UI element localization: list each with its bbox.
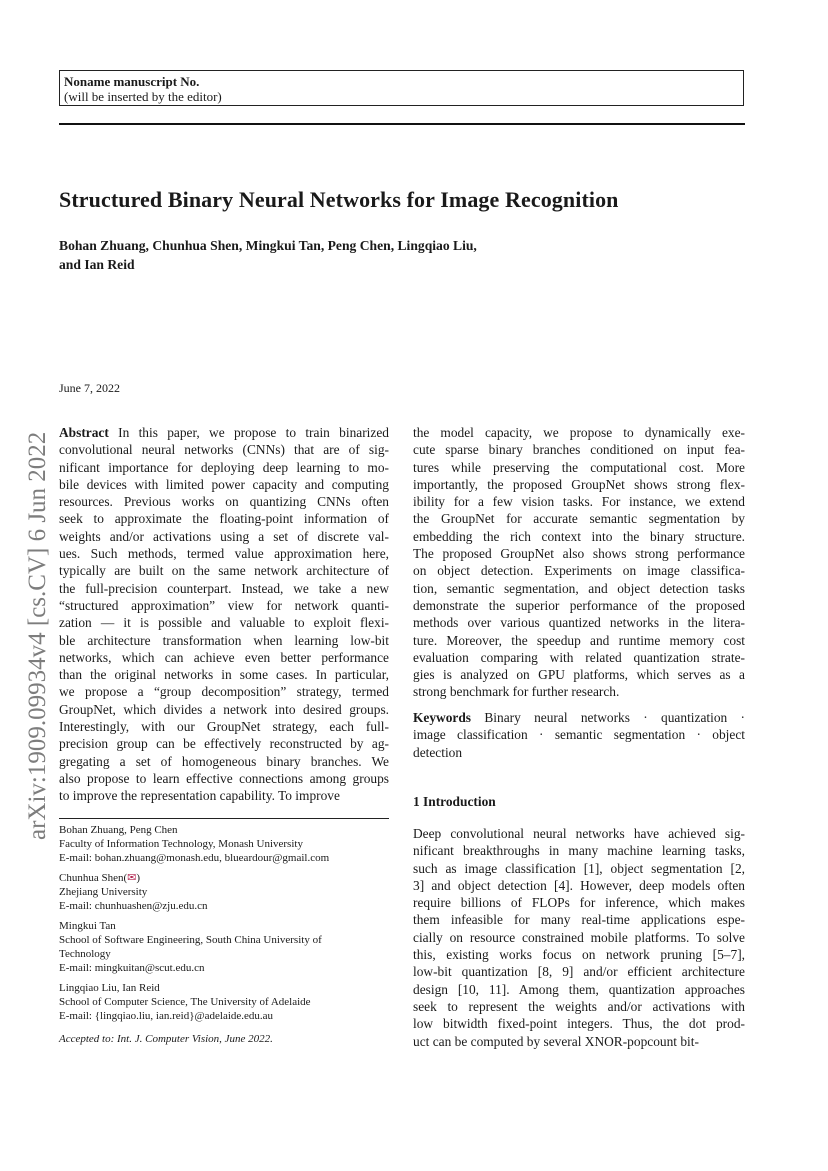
abstract-right-line: ibility for a few vision tasks. For instance, we extend [413, 494, 745, 510]
section-heading-introduction: 1 Introduction [413, 794, 496, 809]
abstract-right-line: on object detection. Experiments on image classifica- [413, 563, 745, 579]
abstract-right-line: tures while preserving the computational cost. More [413, 459, 745, 475]
footnote-rule [59, 818, 389, 819]
abstract-right-line: strong benchmark for further research. [413, 684, 620, 700]
paper-title: Structured Binary Neural Networks for Image Recognition [59, 187, 619, 212]
abstract-left-line: Abstract In this paper, we propose to train binarized [59, 425, 389, 440]
keywords-line-2: image classification · semantic segmentation · object [413, 727, 745, 743]
abstract-left-line: gregating a set of homogeneous binary branches. We [59, 753, 389, 769]
keywords [413, 709, 745, 761]
header-rule [59, 123, 745, 125]
affiliation-group-4: Lingqiao Liu, Ian Reid School of Computer Science, The University of Adelaide E-mail: {lingqiao.liu, ian.reid}@adelaide.edu.au [59, 982, 311, 1022]
abstract-left-line: seek to approximate the floating-point information of [59, 511, 389, 527]
abstract-left-line: GroupNet, which divides a network into desired groups. [59, 701, 389, 717]
abstract-right-line: importantly, the proposed GroupNet shows strong flex- [413, 476, 745, 492]
abstract-right-line: tion, semantic segmentation, and object detection tasks [413, 580, 745, 596]
abstract-left-line: resources. Previous works on quantizing CNNs often [59, 494, 389, 510]
author-line-2: and Ian Reid [59, 257, 135, 272]
abstract-left-line: also propose to learn effective connections among groups [59, 770, 389, 786]
abstract-right-line: gies is analyzed on GPU platforms, which serves as a [413, 667, 745, 683]
abstract-left-line: Interestingly, with our GroupNet strategy, each full- [59, 719, 389, 735]
abstract-left-line: nificant importance for deploying deep learning to mo- [59, 459, 389, 475]
introduction-line: low-bit quantization [8, 9] and/or efficient architecture [413, 964, 745, 980]
keywords-line-3: detection [413, 744, 463, 760]
introduction-line: uct can be computed by several XNOR-popcount bit- [413, 1033, 699, 1049]
abstract-left-line: “structured approximation” view for network quanti- [59, 597, 389, 613]
introduction-line: cially on resource constrained mobile platforms. To solve [413, 929, 745, 945]
abstract-left-line: to improve the representation capability. To improve [59, 788, 340, 804]
keywords-line-1: Keywords Binary neural networks · quantization · [413, 710, 745, 725]
abstract-right-line: embedding the rich context into the binary structure. [413, 528, 745, 544]
abstract-left-line: ues. Such methods, termed value approximation here, [59, 546, 389, 562]
affiliation-group-3: Mingkui Tan School of Software Engineering, South China University of Technology E-mail: mingkuitan@scut.edu.cn [59, 920, 322, 974]
corresponding-author: Chunhua Shen(✉) [59, 872, 141, 884]
introduction-line: nificant breakthroughs in many machine learning tasks, [413, 843, 745, 859]
manuscript-number: Noname manuscript No. [64, 74, 200, 89]
abstract-left-line: weights and/or activations using a set of discrete val- [59, 528, 389, 544]
introduction-line: this, existing works focus on network pruning [5–7], [413, 947, 745, 963]
introduction-line: require billions of FLOPs for inference, which makes [413, 895, 745, 911]
accepted-note: Accepted to: Int. J. Computer Vision, June 2022. [59, 1033, 273, 1045]
abstract-left-line: networks, which can achieve even better performance [59, 649, 389, 665]
abstract-left-line: the full-precision counterpart. Instead, we take a new [59, 580, 389, 596]
editor-note: (will be inserted by the editor) [64, 89, 222, 104]
abstract-right-line: evaluation comparing with related quantization strate- [413, 649, 745, 665]
introduction-text [413, 825, 745, 1050]
affiliation-group-2: Chunhua Shen(✉) Zhejiang University E-mail: chunhuashen@zju.edu.cn [59, 871, 394, 913]
affiliations [59, 823, 394, 1029]
introduction-line: design [10, 11]. Among them, quantization approaches [413, 981, 745, 997]
envelope-icon[interactable]: ✉ [127, 872, 137, 884]
introduction-line: such as image classification [1], object segmentation [2, [413, 860, 745, 876]
abstract-right-line: the model capacity, we propose to dynamically exe- [413, 425, 745, 440]
author-list [59, 236, 579, 274]
author-line-1: Bohan Zhuang, Chunhua Shen, Mingkui Tan, Peng Chen, Lingqiao Liu, [59, 238, 477, 253]
editor-header-box [59, 70, 744, 106]
affiliation-group-1: Bohan Zhuang, Peng Chen Faculty of Information Technology, Monash University E-mail: bohan.zhuang@monash.edu, blueardour@gmail.com [59, 824, 330, 864]
abstract-left-line: bile devices with limited power capacity and computing [59, 476, 389, 492]
introduction-line: 3] and object detection [4]. However, deep models often [413, 877, 745, 893]
abstract-right-line: cute sparse binary branches conditioned on input fea- [413, 442, 745, 458]
introduction-line: them infeasible for many real-time applications espe- [413, 912, 745, 928]
abstract-right-line: the GroupNet for accurate semantic segmentation by [413, 511, 745, 527]
introduction-line: seek to represent the weights and/or activations with [413, 998, 745, 1014]
abstract-right-line: demonstrate the superior performance of the proposed [413, 597, 745, 613]
abstract-left-line: than the original networks in some cases. In particular, [59, 667, 389, 683]
introduction-line: Deep convolutional neural networks have achieved sig- [413, 826, 745, 841]
abstract-right-line: The proposed GroupNet also shows strong performance [413, 546, 745, 562]
abstract-right-line: ture. Moreover, the speedup and runtime memory cost [413, 632, 745, 648]
keywords-label: Keywords [413, 710, 472, 725]
introduction-line: low bitwidth fixed-point integers. Thus, the dot prod- [413, 1016, 745, 1032]
abstract-label: Abstract [59, 425, 109, 440]
abstract-left-line: precision group can be effectively reconstructed by ag- [59, 736, 389, 752]
abstract-right-line: methods over various quantized networks in the litera- [413, 615, 745, 631]
abstract-left-line: ble architecture transformation when learning low-bit [59, 632, 389, 648]
paper-date: June 7, 2022 [59, 381, 120, 395]
abstract-left-line: convolutional neural networks (CNNs) that are of sig- [59, 442, 389, 458]
arxiv-stamp: arXiv:1909.09934v4 [cs.CV] 6 Jun 2022 [24, 431, 51, 840]
abstract-left-column [59, 424, 389, 805]
abstract-right-column [413, 424, 745, 701]
abstract-left-line: typically are built on the same network architecture of [59, 563, 389, 579]
abstract-left-line: we propose a “group decomposition” strategy, termed [59, 684, 389, 700]
abstract-left-line: zation — it is possible and valuable to exploit flexi- [59, 615, 389, 631]
